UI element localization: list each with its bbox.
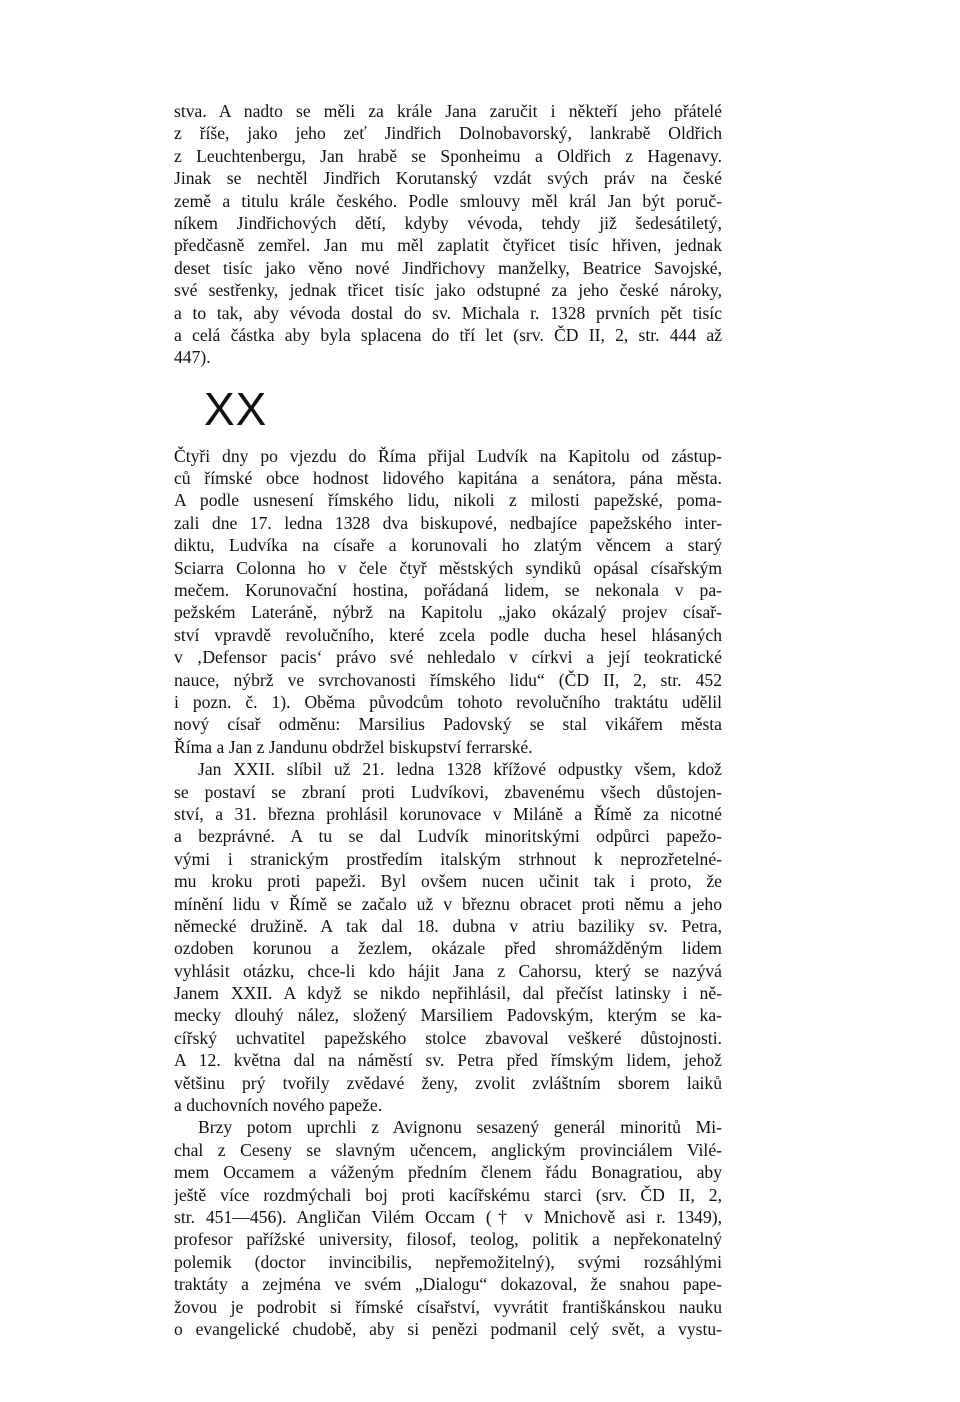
text-line: vyhlásit otázku, chce-li kdo hájit Jana z Cahorsu, který se nazývá [174, 960, 722, 981]
text-line: zali dne 17. ledna 1328 dva biskupové, nedbajíce papežského inter- [174, 512, 722, 533]
text-line: žovou je podrobit si římské císařství, vyvrátit františkánskou nauku [174, 1296, 722, 1317]
text-line: A podle usnesení římského lidu, nikoli z milosti papežské, poma- [174, 490, 722, 511]
text-line: Říma a Jan z Jandunu obdržel biskupství ferrarské. [174, 736, 533, 757]
text-line: ozdoben korunou a žezlem, okázale před shromážděným lidem [174, 938, 722, 959]
paragraph-continuation [174, 100, 722, 369]
text-line: Jan XXII. slíbil už 21. ledna 1328 křížové odpustky všem, kdož [198, 759, 722, 780]
text-line: mínění lidu v Římě se začalo už v březnu obracet proti němu a jeho [174, 893, 722, 914]
text-line: i pozn. č. 1). Oběma původcům tohoto revolučního traktátu udělil [174, 691, 722, 712]
text-line: země a titulu krále českého. Podle smlouvy měl král Jan být poruč- [174, 190, 722, 211]
paragraph-4 [174, 1116, 722, 1340]
text-line: ještě více rozdmýchali boj proti kacířskému starci (srv. ČD II, 2, [174, 1184, 722, 1205]
text-line: mu kroku proti papeži. Byl ovšem nucen učinit tak i proto, že [174, 871, 722, 892]
text-line: níkem Jindřichových dětí, kdyby vévoda, tehdy již šedesátiletý, [174, 212, 722, 233]
text-line: v ‚Defensor pacis‘ právo své nehledalo v církvi a její teokratické [174, 647, 722, 668]
text-line: nauce, nýbrž ve svrchovanosti římského lidu“ (ČD II, 2, str. 452 [174, 669, 722, 690]
text-line: se postaví se zbraní proti Ludvíkovi, zbavenému všech důstojen- [174, 781, 722, 802]
text-line: A 12. května dal na náměstí sv. Petra před římským lidem, jehož [174, 1050, 722, 1071]
text-line: Janem XXII. A když se nikdo nepřihlásil, dal přečíst latinsky i ně- [174, 983, 722, 1004]
text-line: chal z Ceseny se slavným učencem, anglickým provinciálem Vilé- [174, 1139, 722, 1160]
text-line: ství, a 31. března prohlásil korunovace v Miláně a Římě za nicotné [174, 803, 722, 824]
text-line: stva. A nadto se měli za krále Jana zaručit i někteří jeho přátelé [174, 101, 722, 121]
text-line: 447). [174, 347, 211, 368]
text-line: profesor pařížské university, filosof, teolog, politik a nepřekonatelný [174, 1229, 722, 1250]
text-line: Brzy potom uprchli z Avignonu sesazený generál minoritů Mi- [198, 1117, 722, 1138]
text-line: Sciarra Colonna ho v čele čtyř městských syndiků opásal císařským [174, 557, 722, 578]
text-line: Jinak se nechtěl Jindřich Korutanský vzdát svých práv na české [174, 168, 722, 189]
text-line: a celá částka aby byla splacena do tří let (srv. ČD II, 2, str. 444 až [174, 324, 722, 345]
text-line: německé družině. A tak dal 18. dubna v atriu baziliky sv. Petra, [174, 915, 722, 936]
text-line: Čtyři dny po vjezdu do Říma přijal Ludvík na Kapitolu od zástup- [174, 445, 722, 466]
text-line: předčasně zemřel. Jan mu měl zaplatit čtyřicet tisíc hřiven, jednak [174, 235, 722, 256]
text-line: diktu, Ludvíka na císaře a korunovali ho zlatým věncem a starý [174, 535, 722, 556]
text-line: mecky dlouhý nález, složený Marsiliem Padovským, kterým se ka- [174, 1005, 722, 1026]
text-line: a bezprávné. A tu se dal Ludvík minoritskými odpůrci papežo- [174, 826, 722, 847]
text-line: z Leuchtenbergu, Jan hrabě se Sponheimu a Oldřich z Hagenavy. [174, 145, 722, 166]
paragraph-2 [174, 445, 722, 758]
text-line: pežském Lateráně, nýbrž na Kapitolu „jako okázalý projev císař- [174, 602, 722, 623]
text-line: mem Occamem a váženým předním členem řádu Bonagratiou, aby [174, 1162, 722, 1183]
text-line: mečem. Korunovační hostina, pořádaná lidem, se nekonala v pa- [174, 580, 722, 601]
text-line: a duchovních nového papeže. [174, 1095, 383, 1116]
text-line: deset tisíc jako věno nové Jindřichovy manželky, Beatrice Savojské, [174, 257, 722, 278]
text-line: str. 451—456). Angličan Vilém Occam († v Mnichově asi r. 1349), [174, 1206, 722, 1227]
chapter-heading: XX [204, 382, 268, 435]
text-line: o evangelické chudobě, aby si penězi podmanil celý svět, a vystu- [174, 1318, 722, 1339]
text-line: vými i stranickým prostředím italským strhnout k neprozřetelné- [174, 848, 722, 869]
text-line: ců římské obce hodnost lidového kapitána a senátora, pána města. [174, 468, 722, 489]
text-line: z říše, jako jeho zeť Jindřich Dolnobavorský, lankrabě Oldřich [174, 123, 722, 144]
text-line: nový císař odměnu: Marsilius Padovský se stal vikářem města [174, 714, 722, 735]
text-line: ství vpravdě revolučního, které zcela podle ducha hesel hlásaných [174, 624, 722, 645]
paragraph-3 [174, 758, 722, 1116]
page-body [174, 100, 722, 1340]
text-line: traktáty a zejména ve svém „Dialogu“ dokazoval, že snahou pape- [174, 1274, 722, 1295]
text-line: a to tak, aby vévoda dostal do sv. Michala r. 1328 prvních pět tisíc [174, 302, 722, 323]
text-line: své sestřenky, jednak třicet tisíc jako odstupné za jeho české nároky, [174, 280, 722, 301]
text-line: cířský uchvatitel papežského stolce zbavoval veškeré důstojnosti. [174, 1027, 722, 1048]
text-line: polemik (doctor invincibilis, nepřemožitelný), svými rozsáhlými [174, 1251, 722, 1272]
text-line: většinu prý tvořily zvědavé ženy, zvolit zvláštním sborem laiků [174, 1072, 722, 1093]
